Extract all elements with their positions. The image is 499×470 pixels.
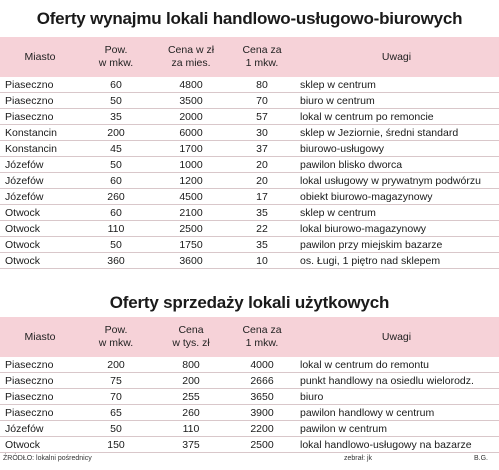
rent-table-row — [0, 253, 499, 269]
notes-cell: pawilon w centrum — [294, 421, 499, 437]
area-cell: 110 — [80, 221, 152, 237]
city-cell: Piaseczno — [0, 77, 80, 93]
rent-table-row — [0, 157, 499, 173]
area-cell: 65 — [80, 405, 152, 421]
area-cell: 200 — [80, 357, 152, 373]
rent-table-row — [0, 173, 499, 189]
area-cell: 45 — [80, 141, 152, 157]
area-cell: 75 — [80, 373, 152, 389]
city-cell: Piaseczno — [0, 373, 80, 389]
price-cell: 4500 — [152, 189, 230, 205]
price-cell: 1750 — [152, 237, 230, 253]
notes-cell: biuro — [294, 389, 499, 405]
price-cell: 255 — [152, 389, 230, 405]
rent-table-row — [0, 189, 499, 205]
price-per-sqm-cell: 22 — [230, 221, 294, 237]
sale-header-cell: Pow. w mkw. — [80, 317, 152, 357]
city-cell: Józefów — [0, 173, 80, 189]
city-cell: Otwock — [0, 237, 80, 253]
price-cell: 3500 — [152, 93, 230, 109]
area-cell: 50 — [80, 421, 152, 437]
price-cell: 2000 — [152, 109, 230, 125]
rent-header-cell: Cena w zł za mies. — [152, 37, 230, 77]
notes-cell: pawilon przy miejskim bazarze — [294, 237, 499, 253]
price-cell: 2100 — [152, 205, 230, 221]
sale-table-body — [0, 357, 499, 453]
city-cell: Konstancin — [0, 125, 80, 141]
sale-table-row — [0, 373, 499, 389]
notes-cell: sklep w centrum — [294, 205, 499, 221]
rent-table-row — [0, 221, 499, 237]
price-cell: 1000 — [152, 157, 230, 173]
city-cell: Piaseczno — [0, 93, 80, 109]
price-cell: 375 — [152, 437, 230, 453]
sale-offers-table — [0, 317, 499, 453]
price-cell: 800 — [152, 357, 230, 373]
area-cell: 60 — [80, 173, 152, 189]
notes-cell: os. Ługi, 1 piętro nad sklepem — [294, 253, 499, 269]
price-per-sqm-cell: 70 — [230, 93, 294, 109]
price-per-sqm-cell: 35 — [230, 205, 294, 221]
city-cell: Konstancin — [0, 141, 80, 157]
price-per-sqm-cell: 17 — [230, 189, 294, 205]
rent-table-row — [0, 109, 499, 125]
rent-table-body — [0, 77, 499, 269]
price-per-sqm-cell: 10 — [230, 253, 294, 269]
price-cell: 1700 — [152, 141, 230, 157]
price-per-sqm-cell: 3650 — [230, 389, 294, 405]
author-initials: B.G. — [474, 455, 489, 462]
source-note: ŹRÓDŁO: lokalni pośrednicy — [3, 455, 92, 462]
price-cell: 200 — [152, 373, 230, 389]
city-cell: Józefów — [0, 421, 80, 437]
sale-header-cell: Miasto — [0, 317, 80, 357]
notes-cell: lokal handlowo-usługowy na bazarze — [294, 437, 499, 453]
rent-header-cell: Uwagi — [294, 37, 499, 77]
rent-header-cell: Cena za 1 mkw. — [230, 37, 294, 77]
city-cell: Otwock — [0, 205, 80, 221]
sale-table-row — [0, 437, 499, 453]
price-per-sqm-cell: 2200 — [230, 421, 294, 437]
area-cell: 200 — [80, 125, 152, 141]
price-cell: 110 — [152, 421, 230, 437]
sale-header-cell: Cena za 1 mkw. — [230, 317, 294, 357]
city-cell: Piaseczno — [0, 357, 80, 373]
sale-header-row — [0, 317, 499, 357]
area-cell: 60 — [80, 77, 152, 93]
price-per-sqm-cell: 3900 — [230, 405, 294, 421]
rent-table-title: Oferty wynajmu lokali handlowo-usługowo-biurowych — [36, 9, 463, 28]
price-per-sqm-cell: 4000 — [230, 357, 294, 373]
area-cell: 50 — [80, 157, 152, 173]
price-cell: 2500 — [152, 221, 230, 237]
city-cell: Piaseczno — [0, 109, 80, 125]
area-cell: 60 — [80, 205, 152, 221]
notes-cell: lokal w centrum do remontu — [294, 357, 499, 373]
city-cell: Piaseczno — [0, 389, 80, 405]
notes-cell: pawilon blisko dworca — [294, 157, 499, 173]
rent-header-cell: Miasto — [0, 37, 80, 77]
city-cell: Józefów — [0, 189, 80, 205]
price-per-sqm-cell: 20 — [230, 173, 294, 189]
price-per-sqm-cell: 35 — [230, 237, 294, 253]
notes-cell: lokal biurowo-magazynowy — [294, 221, 499, 237]
notes-cell: lokal w centrum po remoncie — [294, 109, 499, 125]
city-cell: Piaseczno — [0, 405, 80, 421]
rent-table-row — [0, 205, 499, 221]
notes-cell: punkt handlowy na osiedlu wielorodz. — [294, 373, 499, 389]
rent-header-cell: Pow. w mkw. — [80, 37, 152, 77]
price-per-sqm-cell: 2500 — [230, 437, 294, 453]
rent-table-row — [0, 93, 499, 109]
area-cell: 35 — [80, 109, 152, 125]
notes-cell: sklep w centrum — [294, 77, 499, 93]
area-cell: 70 — [80, 389, 152, 405]
price-per-sqm-cell: 37 — [230, 141, 294, 157]
notes-cell: sklep w Jeziornie, średni standard — [294, 125, 499, 141]
price-cell: 6000 — [152, 125, 230, 141]
sale-table-title: Oferty sprzedaży lokali użytkowych — [109, 293, 390, 312]
area-cell: 260 — [80, 189, 152, 205]
rent-offers-table — [0, 37, 499, 269]
price-per-sqm-cell: 2666 — [230, 373, 294, 389]
area-cell: 360 — [80, 253, 152, 269]
price-per-sqm-cell: 30 — [230, 125, 294, 141]
sale-header-cell: Uwagi — [294, 317, 499, 357]
city-cell: Otwock — [0, 437, 80, 453]
notes-cell: obiekt biurowo-magazynowy — [294, 189, 499, 205]
price-cell: 1200 — [152, 173, 230, 189]
notes-cell: biurowo-usługowy — [294, 141, 499, 157]
city-cell: Józefów — [0, 157, 80, 173]
rent-table-row — [0, 237, 499, 253]
sale-table-row — [0, 421, 499, 437]
area-cell: 50 — [80, 237, 152, 253]
compiled-by-note: zebrał: jk — [344, 455, 373, 462]
area-cell: 150 — [80, 437, 152, 453]
sale-table-row — [0, 389, 499, 405]
price-cell: 4800 — [152, 77, 230, 93]
price-cell: 260 — [152, 405, 230, 421]
price-cell: 3600 — [152, 253, 230, 269]
rent-table-row — [0, 77, 499, 93]
notes-cell: pawilon handlowy w centrum — [294, 405, 499, 421]
notes-cell: lokal usługowy w prywatnym podwórzu — [294, 173, 499, 189]
sale-header-cell: Cena w tys. zł — [152, 317, 230, 357]
rent-table-row — [0, 141, 499, 157]
rent-header-row — [0, 37, 499, 77]
notes-cell: biuro w centrum — [294, 93, 499, 109]
price-per-sqm-cell: 80 — [230, 77, 294, 93]
rent-table-row — [0, 125, 499, 141]
area-cell: 50 — [80, 93, 152, 109]
sale-table-row — [0, 357, 499, 373]
price-per-sqm-cell: 57 — [230, 109, 294, 125]
city-cell: Otwock — [0, 253, 80, 269]
city-cell: Otwock — [0, 221, 80, 237]
price-per-sqm-cell: 20 — [230, 157, 294, 173]
sale-table-row — [0, 405, 499, 421]
